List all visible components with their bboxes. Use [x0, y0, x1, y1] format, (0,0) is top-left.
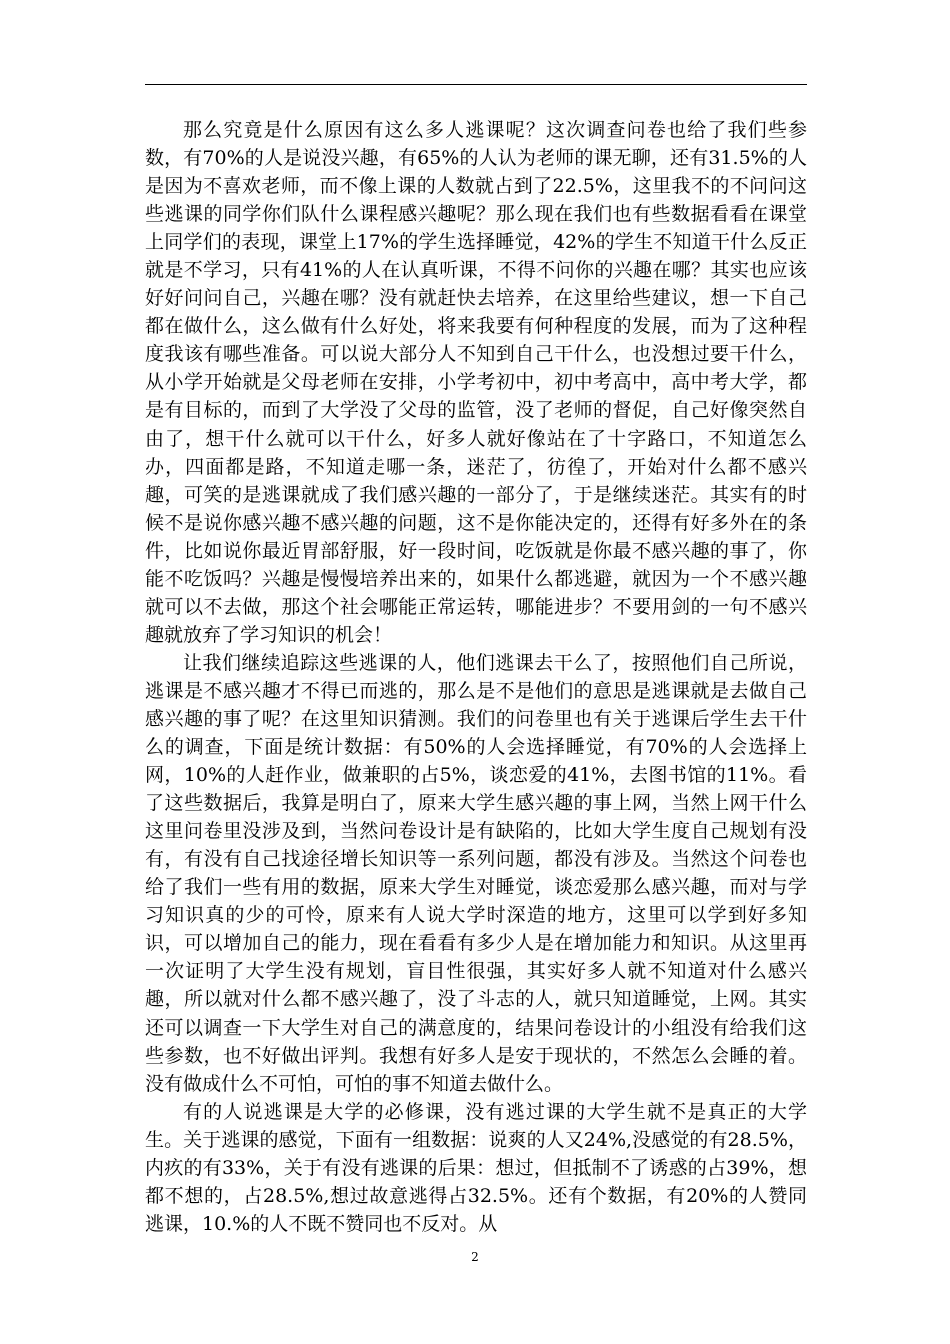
paragraph-3: 有的人说逃课是大学的必修课，没有逃过课的大学生就不是真正的大学生。关于逃课的感觉，下面有一组数据：说爽的人又24%,没感觉的有28.5%，内疚的有33%，关于有没有逃课的后果：想过，但抵制不了诱惑的占39%，想都不想的，占28.5%,想过故意逃得占32.5%。还有个数据，有20%的人赞同逃课，10.%的人不既不赞同也不反对。从 — [145, 1100, 807, 1235]
paragraph-2: 让我们继续追踪这些逃课的人，他们逃课去干么了，按照他们自己所说，逃课是不感兴趣才不得已而逃的，那么是不是他们的意思是逃课就是去做自己感兴趣的事了呢？在这里知识猜测。我们的问卷里也有关于逃课后学生去干什么的调查，下面是统计数据：有50%的人会选择睡觉，有70%的人会选择上网，10%的人赶作业，做兼职的占5%，谈恋爱的41%，去图书馆的11%。看了这些数据后，我算是明白了，原来大学生感兴趣的事上网，当然上网干什么这里问卷里没涉及到，当然问卷设计是有缺陷的，比如大学生度自己规划有没有，有没有自己找途径增长知识等一系列问题，都没有涉及。当然这个问卷也给了我们一些有用的数据，原来大学生对睡觉，谈恋爱那么感兴趣，而对与学习知识真的少的可怜，原来有人说大学时深造的地方，这里可以学到好多知识，可以增加自己的能力，现在看看有多少人是在增加能力和知识。从这里再一次证明了大学生没有规划，盲目性很强，其实好多人就不知道对什么感兴趣，所以就对什么都不感兴趣了，没了斗志的人，就只知道睡觉，上网。其实还可以调查一下大学生对自己的满意度的，结果问卷设计的小组没有给我们这些参数，也不好做出评判。我想有好多人是安于现状的，不然怎么会睡的着。没有做成什么不可怕，可怕的事不知道去做什么。 — [145, 651, 807, 1095]
body-text — [145, 116, 807, 1238]
header-rule — [145, 84, 807, 85]
paragraph-1: 那么究竟是什么原因有这么多人逃课呢？这次调查问卷也给了我们些参数，有70%的人是说没兴趣，有65%的人认为老师的课无聊，还有31.5%的人是因为不喜欢老师，而不像上课的人数就占到了22.5%，这里我不的不问问这些逃课的同学你们队什么课程感兴趣呢？那么现在我们也有些数据看看在课堂上同学们的表现，课堂上17%的学生选择睡觉，42%的学生不知道干什么反正就是不学习，只有41%的人在认真听课，不得不问你的兴趣在哪？其实也应该好好问问自己，兴趣在哪？没有就赶快去培养，在这里给些建议，想一下自己都在做什么，这么做有什么好处，将来我要有何种程度的发展，而为了这种程度我该有哪些准备。可以说大部分人不知到自己干什么，也没想过要干什么，从小学开始就是父母老师在安排，小学考初中，初中考高中，高中考大学，都是有目标的，而到了大学没了父母的监管，没了老师的督促，自己好像突然自由了，想干什么就可以干什么，好多人就好像站在了十字路口，不知道怎么办，四面都是路，不知道走哪一条，迷茫了，彷徨了，开始对什么都不感兴趣，可笑的是逃课就成了我们感兴趣的一部分了，于是继续迷茫。其实有的时候不是说你感兴趣不感兴趣的问题，这不是你能决定的，还得有好多外在的条件，比如说你最近胃部舒服，好一段时间，吃饭就是你最不感兴趣的事了，你能不吃饭吗？兴趣是慢慢培养出来的，如果什么都逃避，就因为一个不感兴趣就可以不去做，那这个社会哪能正常运转，哪能进步？不要用剑的一句不感兴趣就放弃了学习知识的机会！ — [145, 119, 807, 646]
page-number: 2 — [471, 1250, 479, 1264]
